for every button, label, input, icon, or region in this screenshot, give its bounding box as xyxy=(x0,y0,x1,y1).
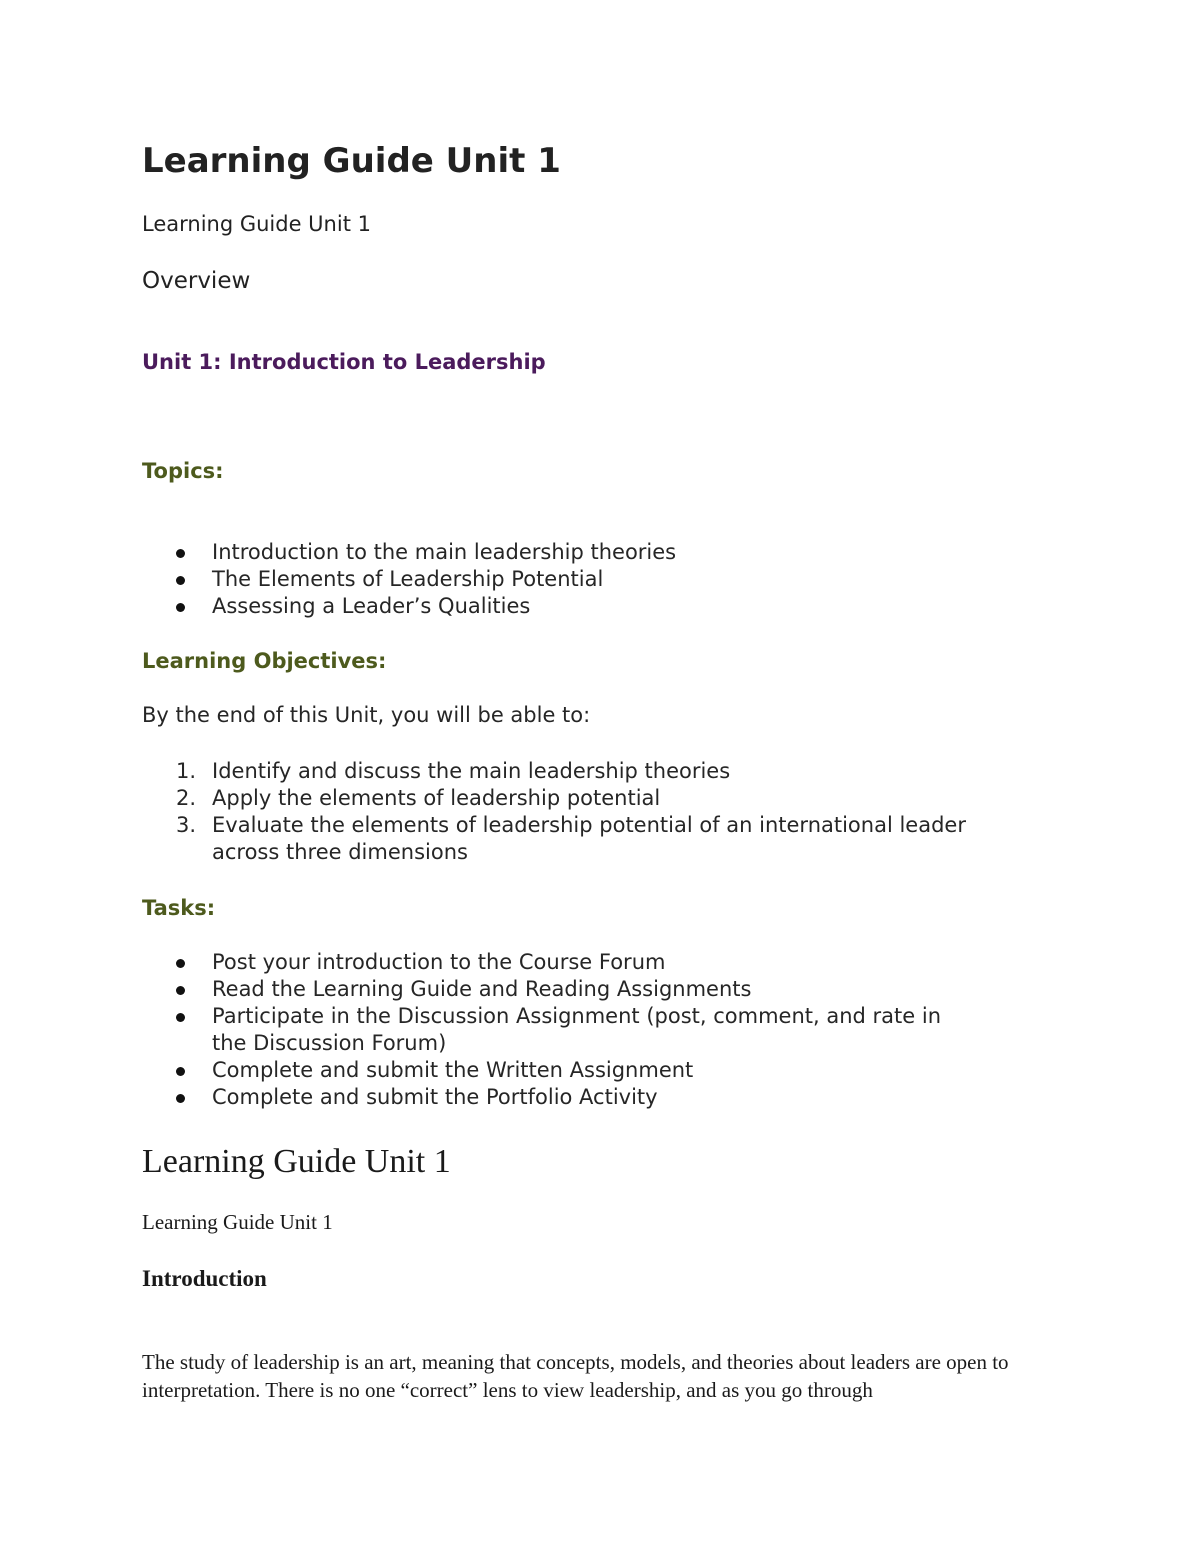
bullet-icon xyxy=(176,986,185,995)
bullet-icon xyxy=(176,549,185,558)
list-item: Participate in the Discussion Assignment (post, comment, and rate in the Discussion Forum) xyxy=(142,1003,941,1057)
objectives-heading: Learning Objectives: xyxy=(142,649,387,673)
list-item: Introduction to the main leadership theories xyxy=(142,539,676,566)
second-title: Learning Guide Unit 1 xyxy=(142,1143,451,1180)
tasks-heading: Tasks: xyxy=(142,896,216,920)
list-item: The Elements of Leadership Potential xyxy=(142,566,676,593)
list-item: Complete and submit the Portfolio Activity xyxy=(142,1084,941,1111)
objectives-list xyxy=(142,758,966,866)
bullet-icon xyxy=(176,959,185,968)
list-item: Complete and submit the Written Assignment xyxy=(142,1057,941,1084)
page-subtitle: Learning Guide Unit 1 xyxy=(142,212,371,236)
list-number: 2. xyxy=(176,786,197,810)
bullet-icon xyxy=(176,1094,185,1103)
list-item: 3. Evaluate the elements of leadership potential of an international leader across three dimensions xyxy=(176,813,966,864)
list-number: 3. xyxy=(176,813,197,837)
introduction-paragraph: The study of leadership is an art, meaning that concepts, models, and theories about leaders are open to interpretation. There is no one “correct” lens to view leadership, and as you go through xyxy=(142,1350,1009,1402)
topics-list xyxy=(142,539,676,620)
introduction-heading: Introduction xyxy=(142,1266,267,1291)
topics-heading: Topics: xyxy=(142,459,224,483)
overview-heading: Overview xyxy=(142,268,251,294)
bullet-icon xyxy=(176,1067,185,1076)
objectives-intro: By the end of this Unit, you will be able to: xyxy=(142,703,591,727)
list-item: 1. Identify and discuss the main leadership theories xyxy=(176,759,731,783)
list-number: 1. xyxy=(176,759,197,783)
second-subtitle: Learning Guide Unit 1 xyxy=(142,1210,333,1234)
list-item: Assessing a Leader’s Qualities xyxy=(142,593,676,620)
list-item: 2. Apply the elements of leadership potential xyxy=(176,786,661,810)
bullet-icon xyxy=(176,603,185,612)
list-item: Post your introduction to the Course Forum xyxy=(142,949,941,976)
page-title: Learning Guide Unit 1 xyxy=(142,141,561,181)
unit-heading: Unit 1: Introduction to Leadership xyxy=(142,350,546,374)
tasks-list xyxy=(142,949,941,1111)
bullet-icon xyxy=(176,1013,185,1022)
bullet-icon xyxy=(176,576,185,585)
list-item: Read the Learning Guide and Reading Assignments xyxy=(142,976,941,1003)
